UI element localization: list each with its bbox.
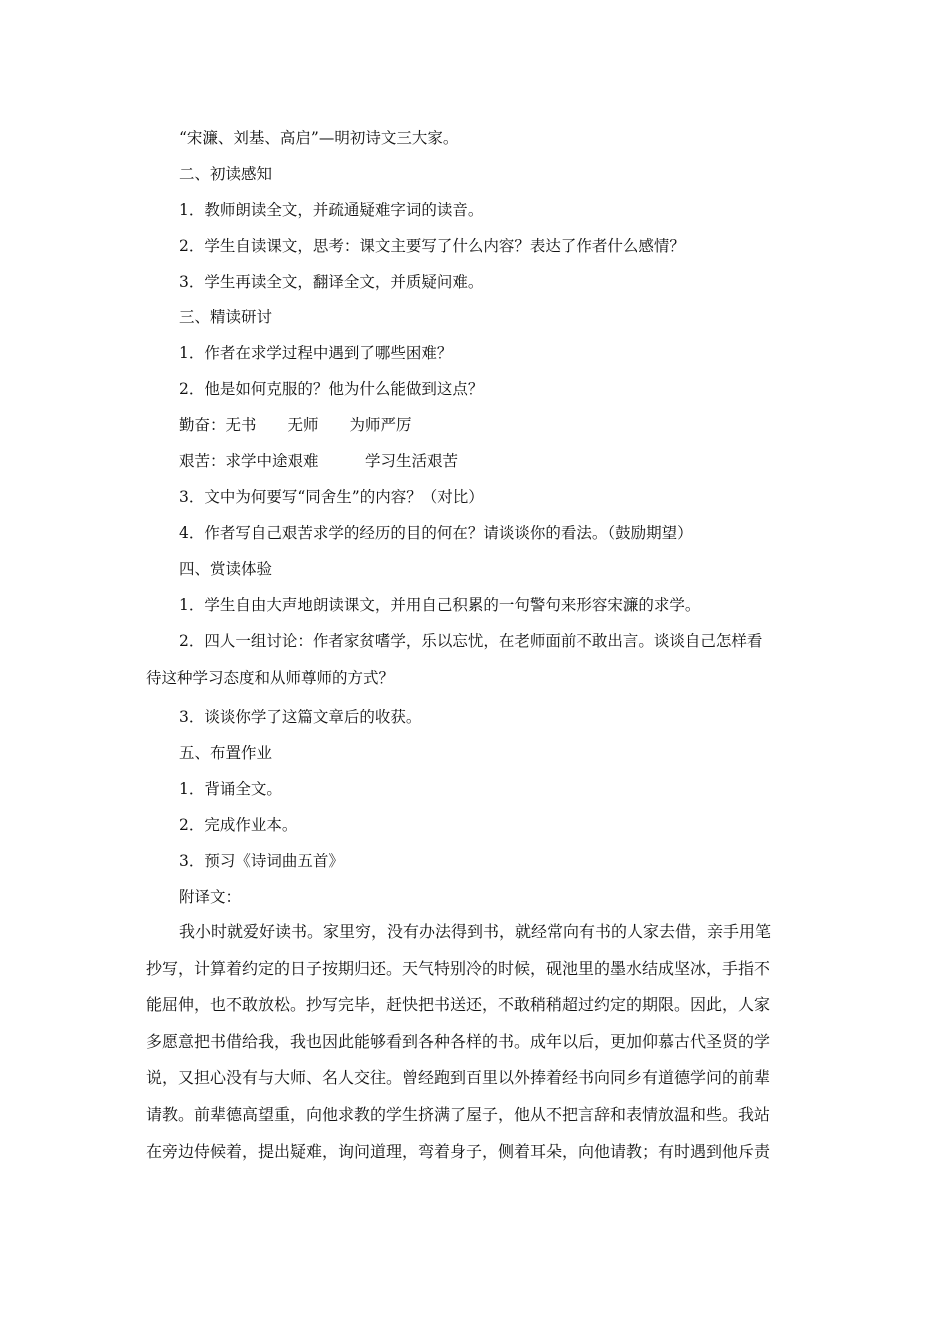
text-line-1: 1．教师朗读全文，并疏通疑难字词的读音。 xyxy=(179,201,484,219)
translation-line-3: 能屈伸，也不敢放松。抄写完毕，赶快把书送还，不敢稍稍超过约定的期限。因此，人家 xyxy=(146,995,771,1015)
section-heading-close-reading: 三、精读研讨 xyxy=(179,308,273,326)
translation-line-1: 我小时就爱好读书。家里穷，没有办法得到书，就经常向有书的人家去借，亲手用笔 xyxy=(179,922,772,941)
text-line-8: 1．学生自由大声地朗读课文，并用自己积累的一句警句来形容宋濂的求学。 xyxy=(179,596,701,614)
text-line-poets: “宋濂、刘基、高启”—明初诗文三大家。 xyxy=(179,129,459,147)
text-line-6: 3．文中为何要写“同舍生”的内容？（对比） xyxy=(179,488,484,506)
homework-item-1: 1．背诵全文。 xyxy=(179,780,282,798)
text-line-hardship: 艰苦：求学中途艰难 学习生活艰苦 xyxy=(179,452,459,470)
text-line-9: 3．谈谈你学了这篇文章后的收获。 xyxy=(179,708,422,726)
text-line-3: 3．学生再读全文，翻译全文，并质疑问难。 xyxy=(179,273,484,291)
translation-paragraph xyxy=(146,922,806,1178)
text-line-5: 2．他是如何克服的？他为什么能做到这点？ xyxy=(179,380,484,398)
text-line-4: 1．作者在求学过程中遇到了哪些困难？ xyxy=(179,344,453,362)
translation-line-5: 说，又担心没有与大师、名人交往。曾经跑到百里以外捧着经书向同乡有道德学问的前辈 xyxy=(146,1068,771,1088)
text-line-diligent: 勤奋：无书 无师 为师严厉 xyxy=(179,416,412,434)
translation-heading: 附译文： xyxy=(179,888,242,906)
homework-item-2: 2．完成作业本。 xyxy=(179,816,298,834)
section-heading-first-reading: 二、初读感知 xyxy=(179,165,273,183)
section-heading-homework: 五、布置作业 xyxy=(179,744,273,762)
text-line-2: 2．学生自读课文，思考：课文主要写了什么内容？表达了作者什么感情？ xyxy=(179,237,685,255)
discussion-line-2: 待这种学习态度和从师尊师的方式？ xyxy=(146,668,395,687)
translation-line-4: 多愿意把书借给我，我也因此能够看到各种各样的书。成年以后，更加仰慕古代圣贤的学 xyxy=(146,1031,771,1051)
discussion-paragraph xyxy=(146,631,806,704)
translation-line-7: 在旁边侍候着，提出疑难，询问道理，弯着身子，侧着耳朵，向他请教；有时遇到他斥责 xyxy=(146,1141,771,1161)
homework-item-3: 3．预习《诗词曲五首》 xyxy=(179,852,344,870)
section-heading-appreciation: 四、赏读体验 xyxy=(179,560,273,578)
text-line-7: 4．作者写自己艰苦求学的经历的目的何在？请谈谈你的看法。（鼓励期望） xyxy=(179,524,693,542)
discussion-line-1: 2．四人一组讨论：作者家贫嗜学，乐以忘忧，在老师面前不敢出言。谈谈自己怎样看 xyxy=(179,632,763,650)
translation-line-6: 请教。前辈德高望重，向他求教的学生挤满了屋子，他从不把言辞和表情放温和些。我站 xyxy=(146,1104,771,1124)
translation-line-2: 抄写，计算着约定的日子按期归还。天气特别冷的时候，砚池里的墨水结成坚冰，手指不 xyxy=(146,958,771,978)
